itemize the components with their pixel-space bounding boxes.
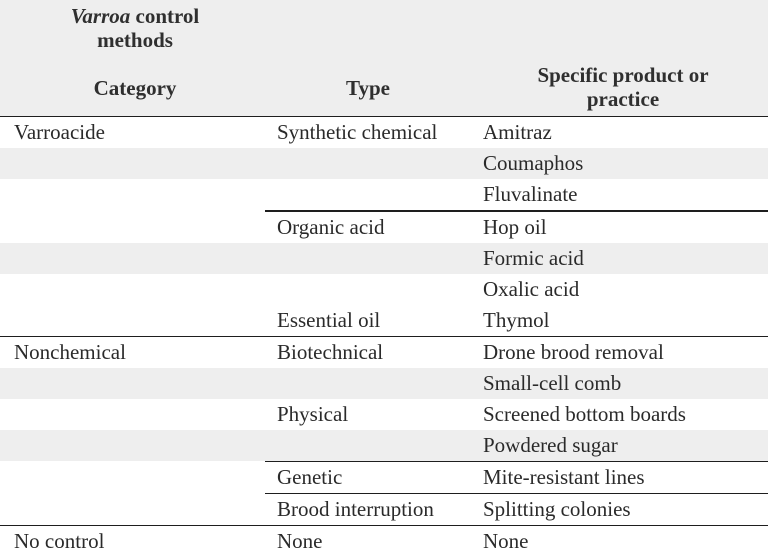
product-cell: Powdered sugar [483,433,618,457]
product-cell: Mite-resistant lines [483,465,645,489]
product-cell: Amitraz [483,120,552,144]
product-cell: Small-cell comb [483,371,622,395]
type-cell: Genetic [277,465,343,489]
header-type: Type [346,76,390,100]
product-cell: Screened bottom boards [483,402,686,426]
type-cell: Synthetic chemical [277,120,438,144]
title-rest: control [130,4,200,28]
type-cell: Essential oil [277,308,381,332]
product-cell: Oxalic acid [483,277,580,301]
table-row [0,368,768,399]
table-row [0,526,768,557]
product-cell: Formic acid [483,246,584,270]
table-row [0,179,768,210]
table-row [0,462,768,493]
table-row [0,494,768,525]
product-cell: Hop oil [483,215,547,239]
type-cell: Physical [277,402,349,426]
title-line2: methods [97,28,173,52]
product-cell: Splitting colonies [483,497,631,521]
product-cell: Coumaphos [483,151,584,175]
product-cell: Drone brood removal [483,340,664,364]
type-cell: Biotechnical [277,340,384,364]
table-row [0,243,768,274]
product-cell: Fluvalinate [483,182,578,206]
header-spec-line2: practice [586,87,660,111]
table-row [0,148,768,179]
header-specific-product [478,63,768,111]
title-italic: Varroa [70,4,131,28]
type-cell: Brood interruption [277,497,434,521]
type-cell: Organic acid [277,215,385,239]
product-cell: None [483,529,529,553]
category-cell: Varroacide [14,120,105,144]
table-title [30,4,240,52]
table-row [0,117,768,148]
product-cell: Thymol [483,308,550,332]
table-row [0,337,768,368]
table-row [0,212,768,243]
table-row [0,430,768,461]
category-cell: No control [14,529,105,553]
table-row [0,305,768,336]
header-spec-line1: Specific product or [537,63,709,87]
table-row [0,274,768,305]
table-header [0,0,768,116]
category-cell: Nonchemical [14,340,126,364]
header-category: Category [93,76,177,100]
table-row [0,399,768,430]
type-cell: None [277,529,323,553]
